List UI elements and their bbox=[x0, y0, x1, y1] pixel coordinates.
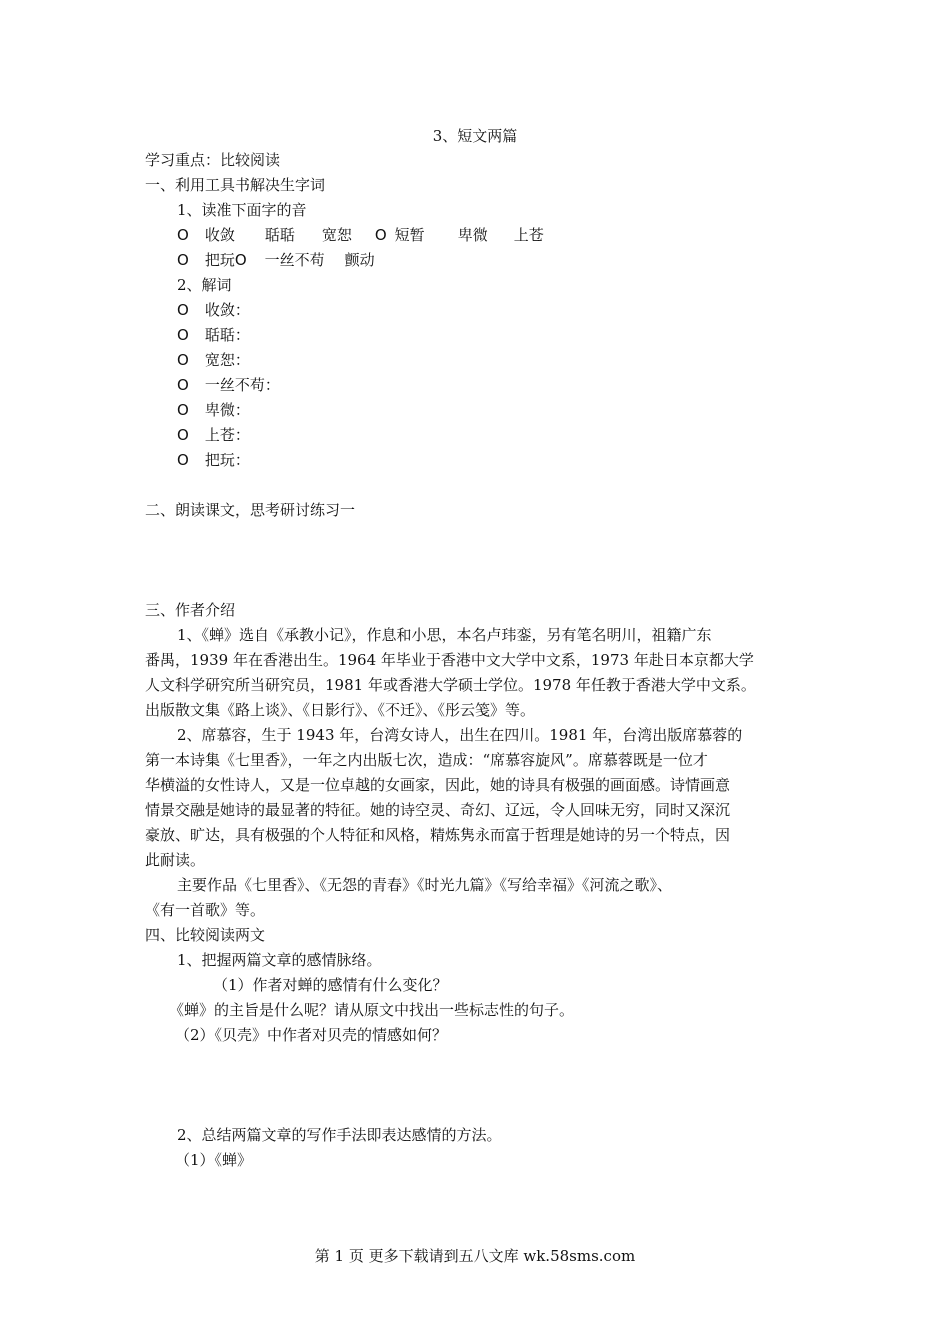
author2-line: 豪放、旷达，具有极强的个人特征和风格，精炼隽永而富于哲理是她诗的另一个特点，因 bbox=[145, 826, 731, 844]
bullet-icon: O bbox=[177, 251, 189, 269]
pron-word: 短暂 bbox=[394, 226, 425, 244]
question-2: 2、总结两篇文章的写作手法即表达感情的方法。 bbox=[177, 1126, 502, 1144]
bullet-icon: O bbox=[177, 426, 189, 444]
section2-heading: 二、朗读课文，思考研讨练习一 bbox=[145, 501, 356, 519]
question-1a: （1）作者对蝉的感情有什么变化？ bbox=[213, 976, 448, 994]
pron-word: 一丝不苟 bbox=[264, 251, 325, 269]
question-2a: （1）《蝉》 bbox=[175, 1151, 253, 1169]
question-1: 1、把握两篇文章的感情脉络。 bbox=[177, 951, 382, 969]
define-subheading: 2、解词 bbox=[177, 276, 232, 294]
pron-word: 把玩 bbox=[204, 251, 235, 269]
pron-subheading: 1、读准下面字的音 bbox=[177, 201, 307, 219]
pron-row-2 bbox=[177, 248, 375, 272]
pron-word: 上苍 bbox=[513, 226, 544, 244]
author2-line: 第一本诗集《七里香》，一年之内出版七次，造成：“席慕容旋风”。席慕蓉既是一位才 bbox=[145, 751, 708, 769]
bullet-icon: O bbox=[177, 226, 189, 244]
bullet-icon: O bbox=[177, 351, 189, 369]
definition-item: O 宽恕： bbox=[177, 348, 250, 372]
bullet-icon: O bbox=[234, 251, 247, 269]
page-footer: 第 1 页 更多下载请到五八文库 wk.58sms.com bbox=[314, 1247, 636, 1265]
bullet-icon: O bbox=[177, 301, 189, 319]
author2-line: 华横溢的女性诗人，又是一位卓越的女画家，因此，她的诗具有极强的画面感。诗情画意 bbox=[145, 776, 731, 794]
bullet-icon: O bbox=[177, 451, 189, 469]
bullet-icon: O bbox=[177, 376, 189, 394]
pron-row-1 bbox=[177, 223, 544, 247]
pron-word: 聒聒 bbox=[264, 226, 295, 244]
author2-line: 此耐读。 bbox=[145, 851, 206, 869]
author1-line: 番禺，1939 年在香港出生。1964 年毕业于香港中文大学中文系，1973 年赴日本京都大学 bbox=[145, 651, 754, 669]
section3-heading: 三、作者介绍 bbox=[145, 601, 236, 619]
pron-word: 收敛 bbox=[204, 226, 235, 244]
pron-word: 宽恕 bbox=[321, 226, 352, 244]
definition-item: O 收敛： bbox=[177, 298, 250, 322]
works-line: 《有一首歌》等。 bbox=[145, 901, 266, 919]
author2-line: 2、席慕容，生于 1943 年，台湾女诗人，出生在四川。1981 年，台湾出版席慕蓉的 bbox=[177, 726, 743, 744]
author1-line: 人文科学研究所当研究员，1981 年或香港大学硕士学位。1978 年任教于香港大学中文系。 bbox=[145, 676, 756, 694]
focus-line: 学习重点：比较阅读 bbox=[145, 151, 281, 169]
author1-line: 出版散文集《路上谈》、《日影行》、《不迁》、《彤云笺》等。 bbox=[145, 701, 536, 719]
question-1c: （2）《贝壳》中作者对贝壳的情感如何？ bbox=[175, 1026, 448, 1044]
author1-line: 1、《蝉》选自《承教小记》，作息和小思，本名卢玮銮，另有笔名明川，祖籍广东 bbox=[177, 626, 712, 644]
author2-line: 情景交融是她诗的最显著的特征。她的诗空灵、奇幻、辽远，令人回味无穷，同时又深沉 bbox=[145, 801, 731, 819]
question-1b: 《蝉》的主旨是什么呢？请从原文中找出一些标志性的句子。 bbox=[169, 1001, 575, 1019]
definition-item: O 卑微： bbox=[177, 398, 250, 422]
bullet-icon: O bbox=[374, 226, 387, 244]
works-line: 主要作品《七里香》、《无怨的青春》《时光九篇》《写给幸福》《河流之歌》、 bbox=[177, 876, 673, 894]
definition-item: O 把玩： bbox=[177, 448, 250, 472]
definition-item: O 聒聒： bbox=[177, 323, 250, 347]
pron-word: 卑微 bbox=[457, 226, 488, 244]
bullet-icon: O bbox=[177, 401, 189, 419]
pron-word: 颤动 bbox=[344, 251, 375, 269]
page-title: 3、短文两篇 bbox=[432, 127, 518, 145]
section4-heading: 四、比较阅读两文 bbox=[145, 926, 266, 944]
section1-heading: 一、利用工具书解决生字词 bbox=[145, 176, 326, 194]
definition-item: O 一丝不苟： bbox=[177, 373, 280, 397]
definition-item: O 上苍： bbox=[177, 423, 250, 447]
bullet-icon: O bbox=[177, 326, 189, 344]
